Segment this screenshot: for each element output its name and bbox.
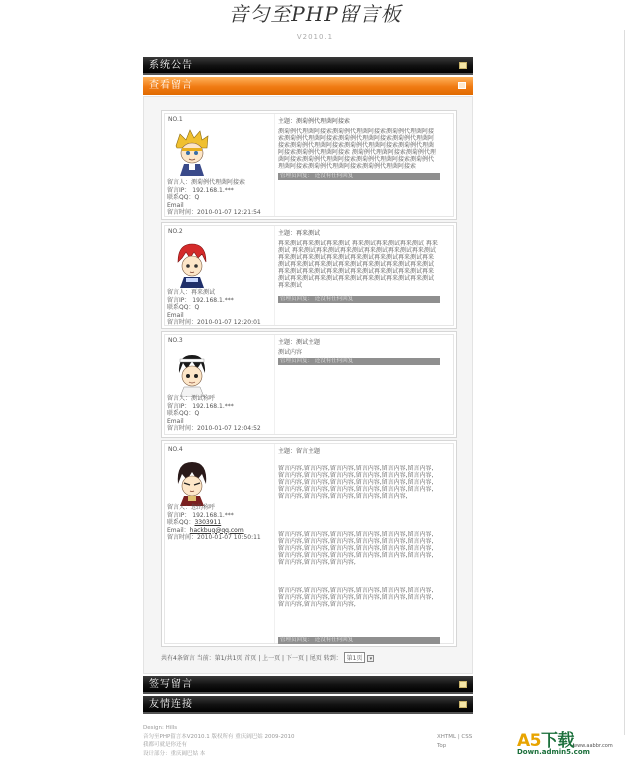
footer-line: 设计部分：重庆阔巴姑 本 (143, 750, 206, 757)
friend-links-bar[interactable] (143, 696, 473, 714)
avatar (172, 458, 212, 506)
pagination (161, 652, 374, 663)
admin-reply: 管理员回复： 还没有任何回复 (278, 358, 440, 365)
view-messages-bar[interactable] (143, 77, 473, 95)
author-email: Email (167, 311, 184, 319)
post-time: 留言时间：2010-01-07 12:21:54 (167, 209, 261, 216)
write-message-label: 签写留言 (149, 679, 193, 690)
qq-link[interactable]: 3303911 (194, 519, 222, 526)
post-time: 留言时间：2010-01-07 12:20:01 (167, 319, 261, 326)
folder-icon[interactable] (458, 82, 466, 89)
folder-icon[interactable] (459, 701, 467, 708)
author-name: 留言人：测试称呼 (167, 395, 216, 402)
message-number: NO.3 (168, 337, 183, 344)
author-email: Email (167, 417, 184, 425)
author-ip: 留言IP： 192.168.1.*** (167, 186, 234, 194)
author-qq: 联系QQ：Q (167, 304, 200, 311)
admin-reply: 管理员回复： 还没有任何回复 (278, 637, 440, 644)
friend-links-label: 友情连接 (149, 699, 193, 710)
page-select[interactable]: 第1页 (344, 652, 366, 663)
announcement-label: 系统公告 (149, 60, 193, 71)
avatar (172, 128, 212, 176)
author-email: Email：hackbug@qq.com (167, 526, 244, 534)
message-item (161, 222, 457, 329)
message-number: NO.4 (168, 446, 183, 453)
footer-copyright: 音匀至PHP留言本V2010.1 版权所有 重庆阔巴姑 2009-2010 (143, 733, 295, 740)
author-ip: 留言IP： 192.168.1.*** (167, 402, 234, 410)
author-ip: 留言IP： 192.168.1.*** (167, 296, 234, 304)
message-number: NO.1 (168, 116, 183, 123)
watermark-logo: A5下载 Down.admin5.com www.aabbr.com (517, 731, 613, 756)
email-link[interactable]: hackbug@qq.com (189, 526, 244, 534)
message-content: 测菊例代理菌阿接索测菊例代理菌阿接索测菊例代理菌阿接索测菊例代理菌阿接索测菊例代理菌阿接索测菊例代理菌阿接索测菊例代理菌阿接索测菊例代理菌阿接索测菊例代理菌阿接索测菊例代理菌阿接索 测菊例代理菌阿接索测菊例代理菌阿接索测菊例代理菌阿接索测菊例代理菌阿接索测菊例代理菌阿接索测菊例代理菌阿接索测菊例代理菌阿接索 (278, 128, 436, 170)
announcement-bar[interactable] (143, 57, 473, 75)
footer-design: Design: Hills (143, 725, 178, 731)
author-qq: 联系QQ：Q (167, 410, 200, 417)
page-divider (624, 30, 625, 735)
chevron-down-icon[interactable]: ▾ (367, 655, 374, 662)
message-item (161, 110, 457, 220)
author-name: 留言人：再来测试 (167, 289, 216, 296)
author-qq: 联系QQ：Q (167, 194, 200, 201)
top-link[interactable]: Top (437, 742, 447, 749)
folder-icon[interactable] (459, 681, 467, 688)
post-time: 留言时间：2010-01-07 10:50:11 (167, 534, 261, 541)
message-content: 留言内容,留言内容,留言内容,留言内容,留言内容,留言内容,留言内容,留言内容,留言内容,留言内容,留言内容,留言内容,留言内容,留言内容,留言内容, (278, 587, 434, 608)
avatar (172, 240, 212, 288)
message-board (143, 96, 473, 674)
author-ip: 留言IP： 192.168.1.*** (167, 511, 234, 519)
post-time: 留言时间：2010-01-07 12:04:52 (167, 425, 261, 432)
message-content: 留言内容,留言内容,留言内容,留言内容,留言内容,留言内容,留言内容,留言内容,留言内容,留言内容,留言内容,留言内容,留言内容,留言内容,留言内容,留言内容,留言内容,留言内容,留言内容,留言内容,留言内容,留言内容,留言内容,留言内容,留言内容,留言内容,留言内容,留言内容,留言内容, (278, 465, 434, 500)
author-info (167, 504, 272, 542)
message-subject: 主题：留言主题 (278, 448, 321, 455)
version-label: V2010.1 (296, 33, 334, 41)
message-content: 测试内容 (278, 349, 303, 356)
footer-links (437, 733, 472, 750)
author-email: Email (167, 201, 184, 209)
view-messages-label: 查看留言 (149, 80, 193, 91)
message-subject: 主题：再来测试 (278, 230, 321, 237)
message-item (161, 440, 457, 647)
footer-line: 我都可就是你还有 (143, 742, 188, 748)
admin-reply: 管理员回复： 还没有任何回复 (278, 296, 440, 303)
write-message-bar[interactable] (143, 676, 473, 694)
xhtml-css-link[interactable]: XHTML | CSS (437, 734, 473, 740)
message-item (161, 331, 457, 438)
author-info (167, 395, 272, 433)
author-name: 留言人：测菊例代理菌阿接索 (167, 179, 246, 186)
message-number: NO.2 (168, 228, 183, 235)
pagination-summary[interactable]: 共有4条留言 当前：第1/共1页 首页 | 上一页 | 下一页 | 尾页 转到： (161, 655, 342, 662)
author-info (167, 289, 272, 327)
author-name: 留言人：您的称呼 (167, 504, 216, 511)
footer (143, 724, 295, 758)
header (0, 0, 630, 41)
message-content: 留言内容,留言内容,留言内容,留言内容,留言内容,留言内容,留言内容,留言内容,留言内容,留言内容,留言内容,留言内容,留言内容,留言内容,留言内容,留言内容,留言内容,留言内容,留言内容,留言内容,留言内容,留言内容,留言内容,留言内容,留言内容,留言内容,留言内容, (278, 531, 434, 566)
avatar (172, 349, 212, 397)
folder-icon[interactable] (459, 62, 467, 69)
admin-reply: 管理员回复： 还没有任何回复 (278, 173, 440, 180)
author-info (167, 179, 272, 217)
site-title: 音匀至PHP留言板 (228, 2, 402, 26)
message-content: 再来测试再来测试再来测试 再来测试再来测试再来测试 再来测试 再来测试再来测试再来测试再来测试再来测试再来测试再来测试再来测试再来测试再来测试再来测试再来测试再来测试再来测试再来测试再来测试再来测试再来测试再来测试再来测试再来测试再来测试再来测试再来测试再来测试再来测试再来测试再来测试再来测试再来测试再来测试再来测试再来测试 (278, 240, 438, 289)
author-qq: 联系QQ：3303911 (167, 519, 222, 526)
message-subject: 主题：测菊例代理菌阿接索 (278, 118, 351, 125)
message-subject: 主题：测试主题 (278, 339, 321, 346)
